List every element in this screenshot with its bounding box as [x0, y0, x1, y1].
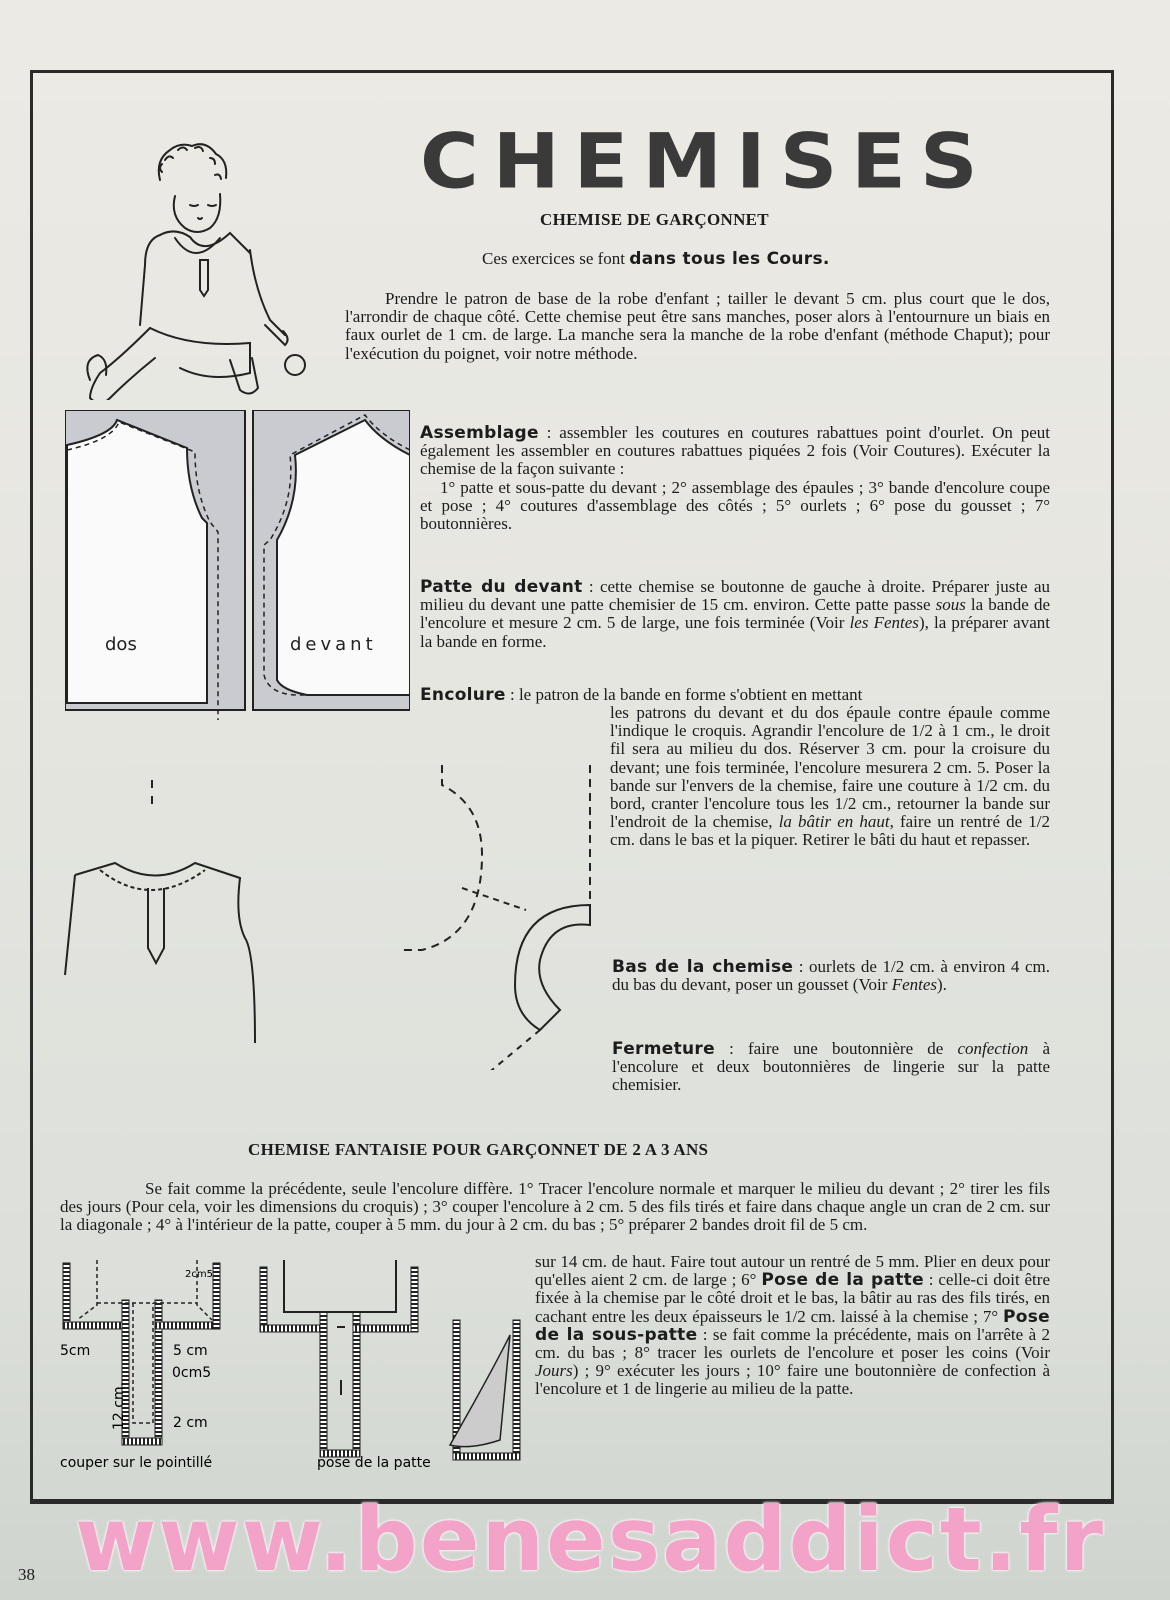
patte-fentes: les Fentes — [849, 613, 919, 633]
section-heading-garconnet: CHEMISE DE GARÇONNET — [540, 210, 769, 229]
dim-right: 5 cm — [173, 1343, 208, 1359]
bas-fentes: Fentes — [891, 975, 938, 995]
caption-pose-patte: pose de la patte — [317, 1455, 431, 1470]
bas-text-b: ). — [937, 975, 947, 995]
label-dos: dos — [105, 634, 137, 655]
dim-bottom: 2 cm — [173, 1415, 208, 1431]
diagram-pose-patte — [260, 1260, 520, 1470]
para-fantaisie-col — [535, 1253, 1050, 1399]
patte-sous: sous — [935, 595, 966, 615]
fermeture-text-a: : faire une boutonnière de — [714, 1039, 958, 1058]
para-encolure — [610, 704, 1050, 850]
diagram-couper — [60, 1260, 220, 1470]
intro-bold: dans tous les Cours. — [629, 249, 830, 269]
fermeture-confection: confection — [957, 1039, 1029, 1058]
pattern-pieces-diagram — [65, 410, 410, 720]
encolure-first-line — [420, 686, 1050, 704]
para-fermeture — [612, 1040, 1050, 1095]
patte-label: Patte du devant — [420, 577, 583, 597]
para-prendre: Prendre le patron de base de la robe d'enfant ; tailler le devant 5 cm. plus court que le dos, l'arrondir de chaque côté. Cette chemise peut être sans manches, poser alors à l'entournure un biais en faux ourlet de 1 cm. de large. La manche sera la manche de la robe d'enfant (méthode Chaput); pour l'exécution du poignet, voir notre méthode. — [345, 289, 1050, 363]
label-devant: devant — [290, 634, 377, 655]
para-bas-chemise — [612, 958, 1050, 994]
dim-inner: 0cm5 — [172, 1365, 212, 1381]
jours-ref: Jours — [535, 1361, 573, 1381]
pose-sous-patte-label: Pose de la sous-patte — [535, 1306, 1050, 1345]
intro-plain: Ces exercices se font — [482, 249, 630, 268]
encolure-label: Encolure — [420, 685, 506, 705]
encolure-text-a: les patrons du devant et du dos épaule contre épaule comme l'indique le croquis. Agrandir l'encolure de 1/2 à 1 cm., le droit fil sera au milieu du dos. Réserver 3 cm. pour la croisure du devant; une fois terminée, l'encolure mesurera 2 cm. 5. Poser la bande sur l'envers de la chemise, faire une couture à 1/2 cm. du bord, cranter l'encolure tous les 1/2 cm., retourner la bande sur l'endroit de la chemise, — [610, 703, 1050, 832]
caption-couper: couper sur le pointillé — [60, 1455, 213, 1470]
patte-text-a: : cette chemise se boutonne de gauche à droite. Préparer juste au milieu du devant une patte chemisier de 15 cm. environ. Cette patte passe — [420, 577, 1050, 615]
child-illustration — [50, 110, 320, 400]
fermeture-label: Fermeture — [612, 1039, 715, 1059]
assemblage-label: Assemblage — [420, 423, 539, 443]
intro-line — [482, 250, 830, 268]
assemblage-steps: 1° patte et sous-patte du devant ; 2° assemblage des épaules ; 3° bande d'encolure coupe et pose ; 4° coutures d'assemblage des côtés ; 5° ourlets ; 6° pose du gousset ; 7° boutonnières. — [420, 477, 1050, 534]
col-b: : celle-ci doit être fixée à la chemise par le côté droit et le bas, la bâtir au ras des fils tirés, en cachant entre les deux épaisseurs le 1/2 cm. laissé à la chemise ; 7° — [535, 1270, 1050, 1326]
section-heading-fantaisie: CHEMISE FANTAISIE POUR GARÇONNET DE 2 A 3 ANS — [248, 1140, 709, 1159]
col-a: sur 14 cm. de haut. Faire tout autour un rentré de 5 mm. Plier en deux pour qu'elles aient 2 cm. de large ; 6° — [535, 1252, 1050, 1290]
para-assemblage — [420, 424, 1050, 533]
para-patte-devant — [420, 578, 1050, 651]
bas-label: Bas de la chemise — [612, 957, 794, 977]
encolure-italic: la bâtir en haut — [778, 812, 890, 832]
assemblage-text: : assembler les coutures en coutures rabattues point d'ourlet. On peut également les assembler en coutures rabattues piquées 2 fois (Voir Coutures). Exécuter la chemise de la façon suivante : — [420, 423, 1050, 479]
neckband-diagram — [60, 760, 620, 1070]
patte-text-c: ), la préparer avant la bande en forme. — [420, 613, 1050, 651]
page-title: CHEMISES — [420, 117, 992, 206]
pose-patte-label: Pose de la patte — [761, 1270, 924, 1291]
page-number: 38 — [18, 1565, 35, 1584]
patte-text-b: la bande de l'encolure et mesure 2 cm. 5 de large, une fois terminée (Voir — [420, 595, 1050, 633]
watermark: www.benesaddict.fr — [75, 1488, 1105, 1591]
dim-height: 12 cm. — [111, 1381, 127, 1430]
col-c: : se fait comme la précédente, mais on l'arrête à 2 cm. du bas ; 8° tracer les ourlets de l'encolure et poser les coins (Voir — [535, 1324, 1051, 1363]
encolure-first: : le patron de la bande en forme s'obtient en mettant — [505, 685, 863, 704]
encolure-text-b: , faire un rentré de 1/2 cm. dans le bas et la piquer. Retirer le bâti du haut et repasser. — [610, 812, 1050, 850]
fermeture-text-b: à l'encolure et deux boutonnières de lingerie sur la patte chemisier. — [612, 1039, 1050, 1095]
dim-top: 2cm5 — [185, 1269, 213, 1280]
bas-text-a: : ourlets de 1/2 cm. à environ 4 cm. du bas du devant, poser un gousset (Voir — [612, 957, 1050, 995]
dim-left: 5cm — [60, 1343, 91, 1359]
para-fantaisie: Se fait comme la précédente, seule l'encolure diffère. 1° Tracer l'encolure normale et marquer le milieu du devant ; 2° tirer les fils des jours (Pour cela, voir les dimensions du croquis) ; 3° couper l'encolure à 2 cm. 5 des fils tirés et faire dans chaque angle un cran de 2 cm. sur la diagonale ; 4° à l'intérieur de la patte, couper à 5 mm. du jour à 2 cm. du bas ; 5° préparer 2 bandes droit fil de 5 cm. — [60, 1179, 1050, 1235]
col-d: ) ; 9° exécuter les jours ; 10° faire une boutonnière de confection à l'encolure et 1 de lingerie au milieu de la patte. — [535, 1361, 1050, 1399]
patte-diagrams — [55, 1255, 525, 1470]
